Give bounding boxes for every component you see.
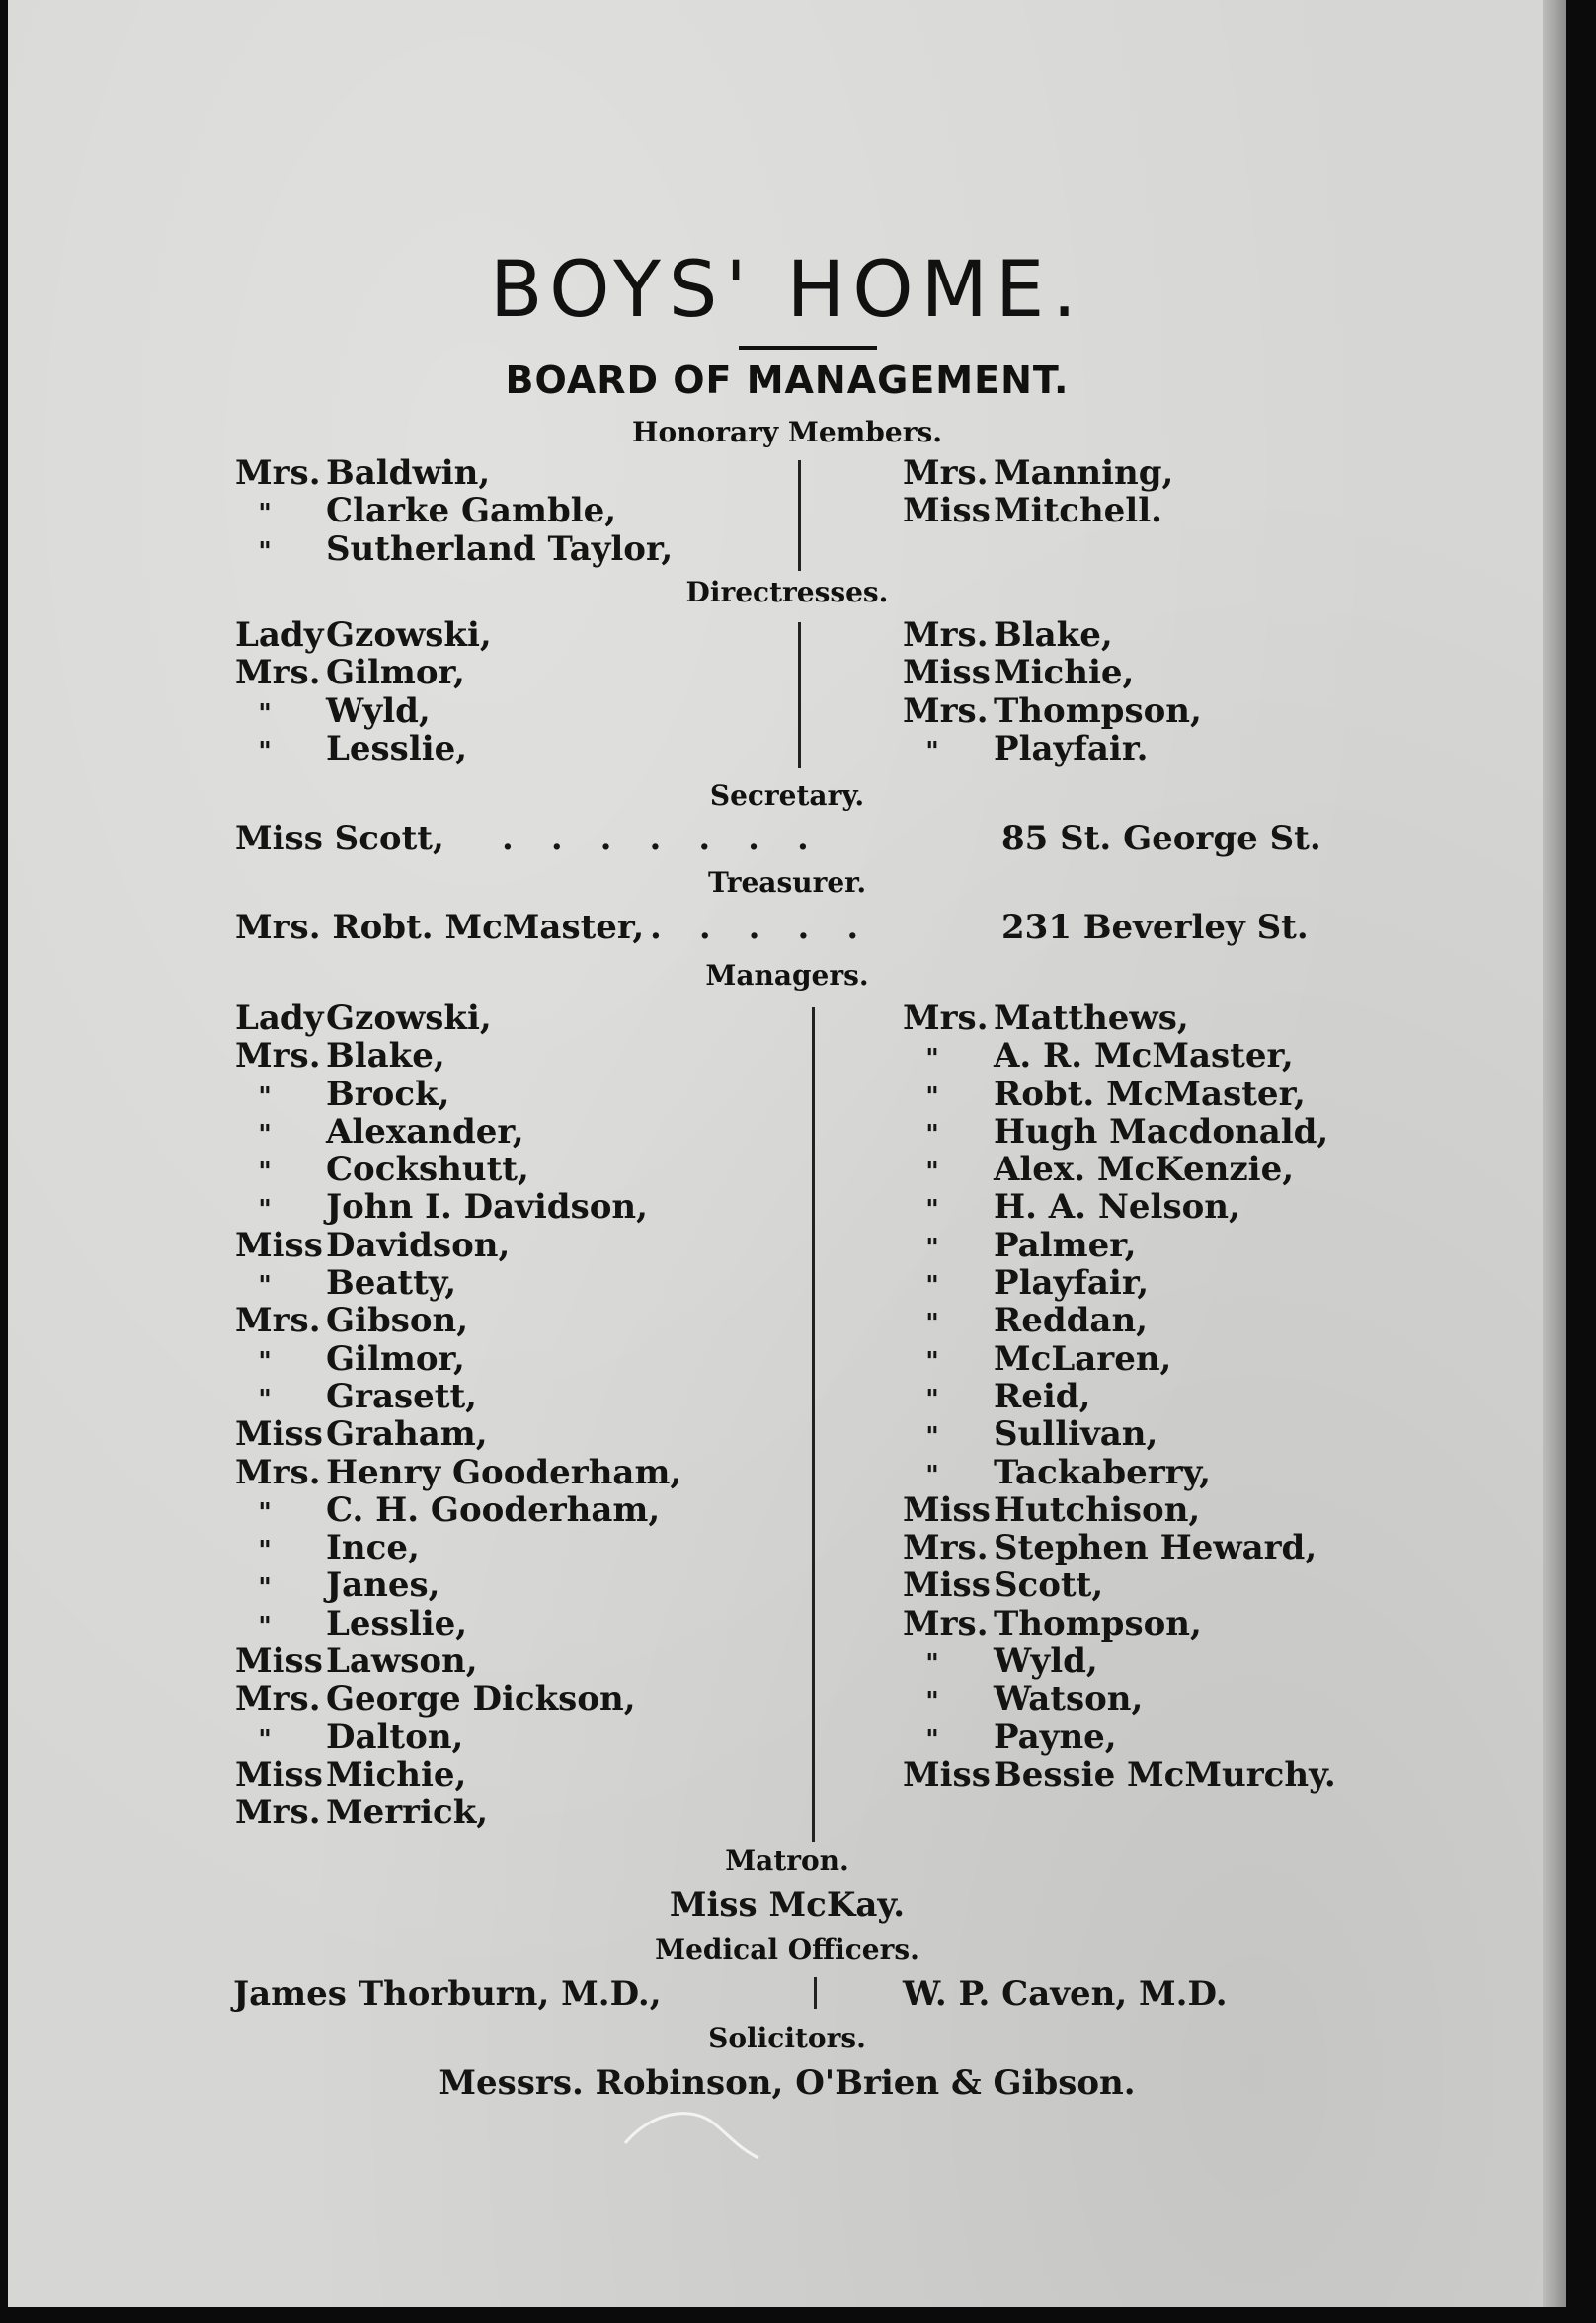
title-prefix: Mrs. [903,1603,989,1643]
title-underline [739,346,877,350]
title-prefix: " [258,1195,272,1226]
title-prefix: Miss [903,1754,991,1795]
title-prefix: Miss [235,1754,323,1795]
person-name: Gilmor, [326,1338,465,1379]
directresses-left-list [235,616,492,767]
list-item [235,1719,681,1756]
person-name: Gzowski, [326,999,492,1038]
medical-heading: Medical Officers. [655,1933,919,1965]
list-item [235,492,673,529]
person-name: Cockshutt, [326,1150,529,1190]
list-item [903,1302,1336,1339]
list-item [235,1340,681,1378]
list-item [235,654,492,691]
title-prefix: " [925,1119,939,1150]
list-item [235,1378,681,1415]
title-prefix: Mrs. [903,690,989,731]
person-name: Alexander, [326,1111,524,1152]
list-item [235,1415,681,1453]
person-name: Wyld, [994,1642,1098,1682]
title-prefix: " [925,1309,939,1339]
title-prefix: " [258,499,272,529]
person-name: Palmer, [994,1225,1137,1265]
person-name: Thompson, [994,690,1202,731]
person-name: Alex. McKenzie, [994,1150,1295,1190]
list-item [903,1113,1336,1151]
person-name: Manning, [994,453,1174,493]
title-prefix: Miss [903,653,991,693]
list-item [903,1151,1336,1188]
title-prefix: " [258,1611,272,1642]
title-prefix: Mrs. [903,1528,989,1568]
title-prefix: " [258,1573,272,1604]
title-prefix: " [258,536,272,567]
person-name: Michie, [994,653,1135,693]
title-prefix: " [925,1233,939,1263]
title-prefix: " [925,1649,939,1680]
person-name: Janes, [326,1565,440,1606]
secretary-name: Miss Scott, [235,819,444,858]
person-name: Beatty, [326,1263,457,1304]
title-prefix: Mrs. [235,1793,321,1833]
person-name: Lawson, [326,1642,478,1682]
document-title: BOYS' HOME. [489,246,1085,335]
title-prefix: " [925,1460,939,1490]
person-name: Bessie McMurchy. [994,1754,1336,1795]
secretary-leader-dots: ....... [502,819,846,858]
title-prefix: " [258,1119,272,1150]
secretary-address: 85 St. George St. [1001,819,1321,858]
honorary-left-list [235,454,673,568]
person-name: Reddan, [994,1301,1149,1341]
person-name: Ince, [326,1528,420,1568]
list-item [235,1264,681,1302]
medical-divider [814,1977,817,2009]
list-item [235,1605,681,1642]
list-item [903,492,1173,529]
person-name: Brock, [326,1074,450,1114]
person-name: McLaren, [994,1338,1172,1379]
list-item [903,1454,1336,1491]
person-name: Matthews, [994,999,1189,1038]
list-item [903,1566,1336,1604]
title-prefix: " [925,1687,939,1718]
person-name: Mitchell. [994,491,1162,531]
title-prefix: Mrs. [903,453,989,493]
title-prefix: Mrs. [235,1679,321,1720]
title-prefix: " [925,1158,939,1188]
title-prefix: Miss [235,1642,323,1682]
title-prefix: Mrs. [235,653,321,693]
person-name: Playfair, [994,1263,1150,1304]
list-item [235,530,673,568]
person-name: Michie, [326,1754,467,1795]
list-item [903,454,1173,492]
title-prefix: Mrs. [903,615,989,655]
title-prefix: " [925,1384,939,1414]
title-prefix: " [925,1081,939,1112]
list-item [903,1529,1336,1566]
person-name: Payne, [994,1717,1117,1757]
treasurer-leader-dots: ..... [650,908,897,947]
list-item [903,1000,1336,1037]
person-name: Playfair. [994,728,1149,768]
title-prefix: Lady [235,999,324,1038]
list-item [903,1642,1336,1680]
person-name: Baldwin, [326,453,491,493]
title-prefix: Mrs. [903,999,989,1038]
title-prefix: " [925,1422,939,1453]
list-item [903,692,1202,730]
list-item [235,1000,681,1037]
honorary-heading: Honorary Members. [632,416,942,448]
person-name: Blake, [326,1036,445,1077]
list-item [903,1680,1336,1718]
managers-right-list [903,1000,1336,1794]
list-item [235,1566,681,1604]
title-prefix: " [258,1271,272,1302]
title-prefix: " [258,1158,272,1188]
title-prefix: " [258,1346,272,1377]
list-item [235,1756,681,1794]
title-prefix: " [258,1497,272,1528]
person-name: Sullivan, [994,1414,1158,1455]
title-prefix: Mrs. [235,1036,321,1077]
person-name: Merrick, [326,1793,489,1833]
title-prefix: " [925,1044,939,1075]
list-item [235,1227,681,1264]
managers-divider [812,1007,815,1842]
document-page [8,0,1566,2307]
list-item [235,692,492,730]
list-item [903,1415,1336,1453]
list-item [235,1188,681,1226]
list-item [903,1756,1336,1794]
person-name: Wyld, [326,690,431,731]
title-prefix: " [925,1195,939,1226]
person-name: Clarke Gamble, [326,491,617,531]
managers-heading: Managers. [705,959,869,992]
list-item [235,1491,681,1529]
person-name: Grasett, [326,1376,477,1416]
person-name: George Dickson, [326,1679,636,1720]
person-name: A. R. McMaster, [994,1036,1294,1077]
secretary-heading: Secretary. [709,779,865,812]
title-prefix: Mrs. [235,453,321,493]
board-title: BOARD OF MANAGEMENT. [505,359,1070,402]
treasurer-name: Mrs. Robt. McMaster, [235,908,645,947]
title-prefix: " [258,698,272,729]
person-name: Lesslie, [326,1603,468,1643]
list-item [903,730,1202,767]
person-name: Reid, [994,1376,1091,1416]
person-name: Thompson, [994,1603,1202,1643]
list-item [235,616,492,654]
list-item [903,1037,1336,1075]
title-prefix: Miss [235,1414,323,1455]
list-item [903,1076,1336,1113]
list-item [903,1264,1336,1302]
list-item [903,654,1202,691]
list-item [235,454,673,492]
list-item [903,1340,1336,1378]
person-name: Stephen Heward, [994,1528,1317,1568]
title-prefix: Mrs. [235,1301,321,1341]
ink-mark [620,2104,788,2163]
person-name: Dalton, [326,1717,464,1757]
title-prefix: " [925,1724,939,1755]
directresses-divider [798,622,801,768]
solicitors-name: Messrs. Robinson, O'Brien & Gibson. [439,2063,1136,2103]
list-item [903,1605,1336,1642]
person-name: Scott, [994,1565,1104,1606]
person-name: Henry Gooderham, [326,1452,682,1492]
solicitors-heading: Solicitors. [708,2022,866,2054]
directresses-right-list [903,616,1202,767]
list-item [235,1037,681,1075]
list-item [903,1491,1336,1529]
list-item [235,1113,681,1151]
person-name: John I. Davidson, [326,1187,648,1228]
list-item [903,1227,1336,1264]
honorary-divider [798,460,801,571]
list-item [903,616,1202,654]
person-name: Watson, [994,1679,1144,1720]
person-name: Robt. McMaster, [994,1074,1306,1114]
managers-left-list [235,1000,681,1832]
title-prefix: " [258,1536,272,1566]
medical-officer-right: W. P. Caven, M.D. [903,1974,1228,2014]
matron-heading: Matron. [725,1844,849,1877]
person-name: Tackaberry, [994,1452,1211,1492]
treasurer-heading: Treasurer. [707,866,867,899]
person-name: Gilmor, [326,653,465,693]
treasurer-address: 231 Beverley St. [1001,908,1309,947]
list-item [235,730,492,767]
list-item [235,1680,681,1718]
list-item [235,1794,681,1831]
person-name: Davidson, [326,1225,511,1265]
title-prefix: Miss [903,491,991,531]
person-name: Lesslie, [326,728,468,768]
directresses-heading: Directresses. [685,576,889,608]
person-name: Gzowski, [326,615,492,655]
person-name: Graham, [326,1414,488,1455]
title-prefix: Lady [235,615,324,655]
title-prefix: " [258,1081,272,1112]
title-prefix: Mrs. [235,1452,321,1492]
title-prefix: Miss [903,1565,991,1606]
matron-name: Miss McKay. [669,1885,906,1925]
list-item [903,1719,1336,1756]
list-item [235,1642,681,1680]
person-name: Sutherland Taylor, [326,528,674,569]
list-item [235,1151,681,1188]
title-prefix: " [258,1724,272,1755]
person-name: Blake, [994,615,1113,655]
person-name: H. A. Nelson, [994,1187,1240,1228]
title-prefix: Miss [903,1489,991,1530]
honorary-right-list [903,454,1173,530]
person-name: Gibson, [326,1301,469,1341]
list-item [235,1076,681,1113]
title-prefix: " [925,736,939,766]
medical-officer-left: James Thorburn, M.D., [233,1974,662,2014]
person-name: Hugh Macdonald, [994,1111,1329,1152]
list-item [903,1188,1336,1226]
title-prefix: Miss [235,1225,323,1265]
person-name: C. H. Gooderham, [326,1489,661,1530]
list-item [235,1529,681,1566]
title-prefix: " [925,1346,939,1377]
title-prefix: " [258,1384,272,1414]
list-item [235,1454,681,1491]
list-item [903,1378,1336,1415]
list-item [235,1302,681,1339]
person-name: Hutchison, [994,1489,1201,1530]
title-prefix: " [925,1271,939,1302]
title-prefix: " [258,736,272,766]
